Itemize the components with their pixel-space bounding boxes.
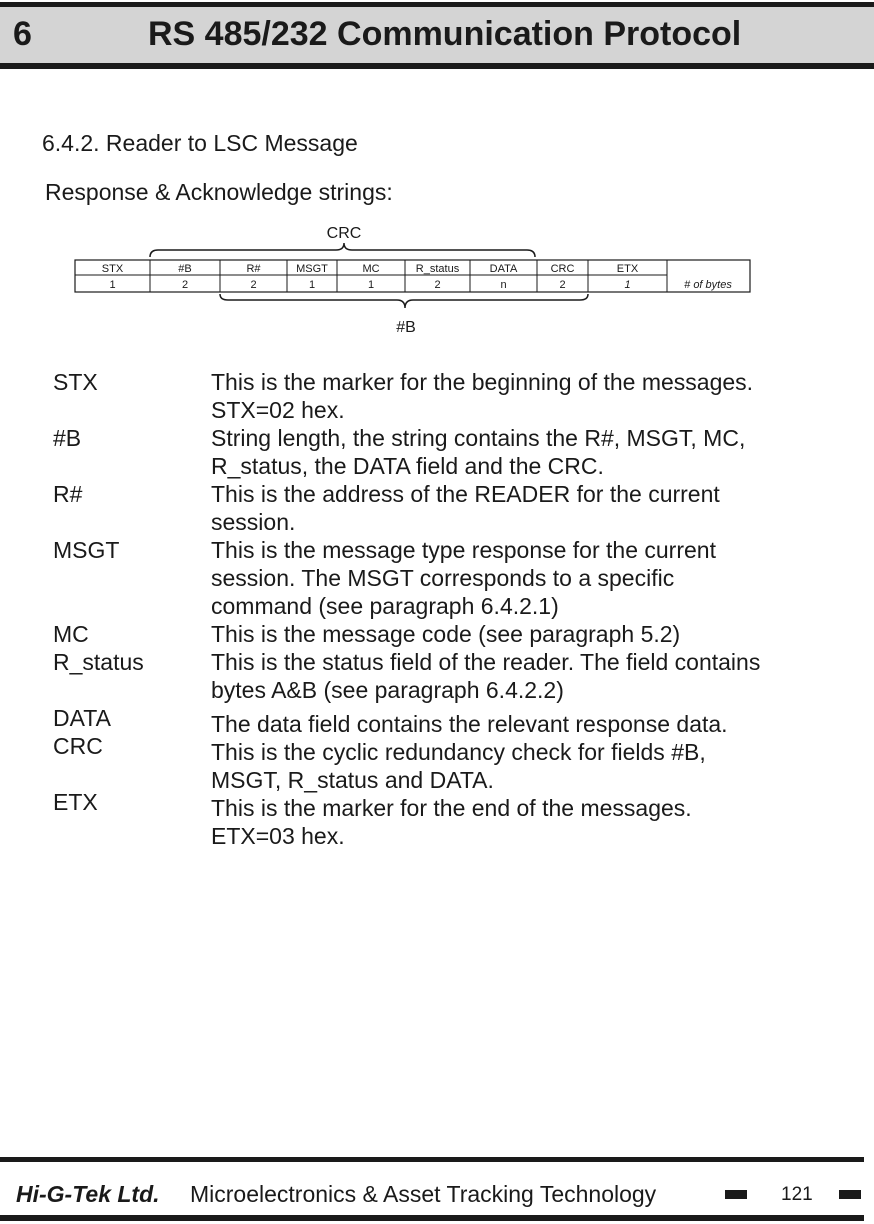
footer-company: Hi-G-Tek Ltd. bbox=[16, 1181, 160, 1207]
field-name-1: STX bbox=[101, 263, 124, 275]
description-line: This is the address of the READER for the current bbox=[211, 481, 720, 507]
definition-term: R# bbox=[53, 481, 83, 507]
header-bottom-rule bbox=[0, 63, 874, 69]
definition-term: CRC bbox=[53, 733, 103, 759]
definition-description bbox=[211, 480, 831, 536]
field-bytes-7: n bbox=[500, 279, 507, 291]
byte-count-brace-label: #B bbox=[396, 319, 416, 336]
field-bytes-3: 2 bbox=[250, 279, 257, 291]
footer-top-rule bbox=[0, 1157, 864, 1162]
description-line: String length, the string contains the R#, MSGT, MC, bbox=[211, 425, 746, 451]
definition-term: MC bbox=[53, 621, 89, 647]
chapter-number: 6 bbox=[13, 15, 32, 53]
bytes-legend-label: # of bytes bbox=[684, 279, 732, 291]
description-line: ETX=03 hex. bbox=[211, 823, 345, 849]
definition-description bbox=[211, 620, 831, 648]
definition-term: #B bbox=[53, 425, 82, 451]
field-bytes-2: 2 bbox=[181, 279, 189, 291]
description-line: bytes A&B (see paragraph 6.4.2.2) bbox=[211, 677, 564, 703]
section-subheading: Response & Acknowledge strings: bbox=[45, 179, 393, 205]
definition-description bbox=[211, 738, 831, 794]
description-line: STX=02 hex. bbox=[211, 397, 345, 423]
field-name-9: ETX bbox=[616, 263, 639, 275]
description-line: MSGT, R_status and DATA. bbox=[211, 767, 494, 793]
description-line: session. The MSGT corresponds to a specific bbox=[211, 565, 675, 591]
field-name-3: R# bbox=[246, 263, 261, 275]
definition-description bbox=[211, 424, 831, 480]
description-line: The data field contains the relevant response data. bbox=[211, 711, 728, 737]
field-bytes-9: 1 bbox=[624, 279, 631, 291]
message-structure-diagram bbox=[60, 216, 780, 344]
definition-description bbox=[211, 648, 831, 704]
field-name-5: MC bbox=[362, 263, 380, 275]
field-name-6: R_status bbox=[415, 263, 460, 275]
description-line: command (see paragraph 6.4.2.1) bbox=[211, 593, 559, 619]
description-line: session. bbox=[211, 509, 296, 535]
footer-mark-right bbox=[839, 1190, 861, 1199]
byte-count-brace bbox=[220, 294, 588, 308]
description-line: This is the cyclic redundancy check for fields #B, bbox=[211, 739, 706, 765]
page-number: 121 bbox=[781, 1184, 813, 1205]
crc-brace-label: CRC bbox=[326, 225, 362, 242]
definition-term: MSGT bbox=[53, 537, 120, 563]
description-line: R_status, the DATA field and the CRC. bbox=[211, 453, 604, 479]
section-heading: 6.4.2. Reader to LSC Message bbox=[42, 130, 358, 156]
definition-term: R_status bbox=[53, 649, 144, 675]
field-bytes-5: 1 bbox=[367, 279, 375, 291]
field-bytes-4: 1 bbox=[308, 279, 316, 291]
description-line: This is the message type response for the current bbox=[211, 537, 716, 563]
chapter-title: RS 485/232 Communication Protocol bbox=[148, 15, 742, 53]
definition-term: STX bbox=[53, 369, 98, 395]
field-bytes-1: 1 bbox=[109, 279, 116, 291]
definition-description bbox=[211, 710, 831, 738]
definition-description bbox=[211, 368, 831, 424]
field-name-8: CRC bbox=[550, 263, 575, 275]
field-bytes-8: 2 bbox=[559, 279, 566, 291]
definition-description bbox=[211, 536, 831, 620]
definition-description bbox=[211, 794, 831, 850]
footer-bottom-rule bbox=[0, 1215, 864, 1221]
chapter-header bbox=[0, 0, 874, 70]
field-name-2: #B bbox=[178, 263, 192, 275]
description-line: This is the message code (see paragraph 5.2) bbox=[211, 621, 681, 647]
description-line: This is the status field of the reader. The field contains bbox=[211, 649, 761, 675]
crc-brace bbox=[150, 243, 535, 257]
definition-term: DATA bbox=[53, 705, 111, 731]
field-name-4: MSGT bbox=[296, 263, 328, 275]
field-bytes-6: 2 bbox=[434, 279, 441, 291]
definition-term: ETX bbox=[53, 789, 98, 815]
description-line: This is the marker for the beginning of the messages. bbox=[211, 369, 754, 395]
field-name-7: DATA bbox=[489, 263, 518, 275]
footer-mark-left bbox=[725, 1190, 747, 1199]
field-table bbox=[75, 260, 750, 292]
footer-tagline: Microelectronics & Asset Tracking Technology bbox=[190, 1181, 657, 1207]
description-line: This is the marker for the end of the messages. bbox=[211, 795, 692, 821]
